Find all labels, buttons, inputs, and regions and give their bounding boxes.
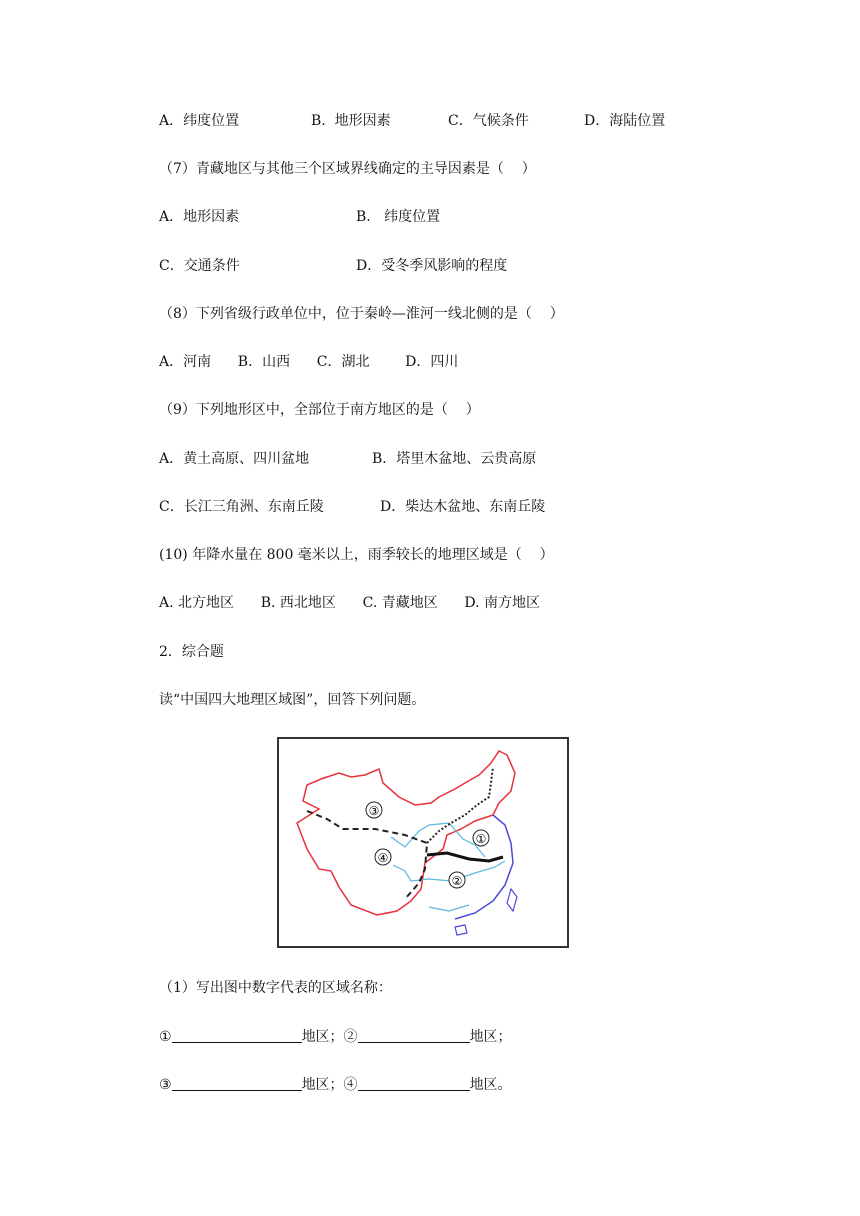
row1-marker: ① — [159, 1029, 172, 1045]
q9-option-a: A．黄土高原、四川盆地 — [159, 451, 310, 467]
q6-option-a: A．纬度位置 — [159, 113, 240, 129]
svg-text:③: ③ — [368, 804, 380, 818]
map-yellow-river — [391, 823, 485, 857]
q6-option-b: B. 地形因素 — [311, 113, 391, 129]
svg-text:①: ① — [475, 832, 487, 846]
map-svg — [279, 739, 567, 946]
svg-text:④: ④ — [377, 851, 389, 865]
q7-option-d: D．受冬季风影响的程度 — [356, 258, 508, 274]
q9-stem: （9）下列地形区中，全部位于南方地区的是（ ） — [159, 402, 480, 418]
q9-option-c: C．长江三角洲、东南丘陵 — [159, 499, 324, 515]
map-label-1 — [473, 830, 489, 846]
q6-option-d: D．海陆位置 — [584, 113, 666, 129]
map-label-3 — [366, 802, 382, 818]
q7-option-b: B. 纬度位置 — [356, 209, 441, 225]
answer-blank-1[interactable] — [172, 1028, 302, 1043]
row2-end: 地区。 — [469, 1077, 512, 1093]
q1-stem: （1）写出图中数字代表的区域名称： — [159, 980, 392, 996]
map-label-2 — [449, 872, 465, 888]
map-northwest-boundary — [307, 811, 427, 899]
q10-stem: (10) 年降水量在 800 毫米以上，雨季较长的地理区域是（ ） — [159, 547, 554, 563]
q8-options: A．河南 B．山西 C．湖北 D．四川 — [159, 354, 459, 370]
q8-stem: （8）下列省级行政单位中，位于秦岭—淮河一线北侧的是（ ） — [159, 306, 564, 322]
answer-blank-2[interactable] — [358, 1028, 470, 1043]
q1-row-1 — [159, 1028, 512, 1046]
row2-sep: 地区；④ — [301, 1077, 358, 1093]
map-taiwan — [507, 889, 517, 911]
q10-options: A. 北方地区 B. 西北地区 C. 青藏地区 D. 南方地区 — [159, 595, 541, 611]
q7-option-c: C．交通条件 — [159, 258, 240, 274]
answer-blank-4[interactable] — [358, 1076, 470, 1091]
map-south-river — [429, 905, 469, 911]
q6-option-c: C．气候条件 — [448, 113, 529, 129]
q9-option-d: D．柴达木盆地、东南丘陵 — [380, 499, 546, 515]
answer-blank-3[interactable] — [172, 1076, 302, 1091]
row1-sep: 地区；② — [301, 1029, 358, 1045]
section-intro: 读“中国四大地理区域图”，回答下列问题。 — [159, 692, 426, 708]
section-heading: 2．综合题 — [159, 644, 224, 660]
china-regions-map — [277, 737, 569, 948]
q9-option-b: B．塔里木盆地、云贵高原 — [372, 451, 537, 467]
map-label-4 — [375, 849, 391, 865]
map-hainan — [455, 925, 467, 935]
q1-row-2 — [159, 1076, 512, 1094]
q7-stem: （7）青藏地区与其他三个区域界线确定的主导因素是（ ） — [159, 161, 536, 177]
row1-end: 地区； — [469, 1029, 512, 1045]
q7-option-a: A．地形因素 — [159, 209, 240, 225]
row2-marker: ③ — [159, 1077, 172, 1093]
svg-text:②: ② — [451, 874, 463, 888]
map-qinling-huaihe-line — [427, 853, 503, 861]
